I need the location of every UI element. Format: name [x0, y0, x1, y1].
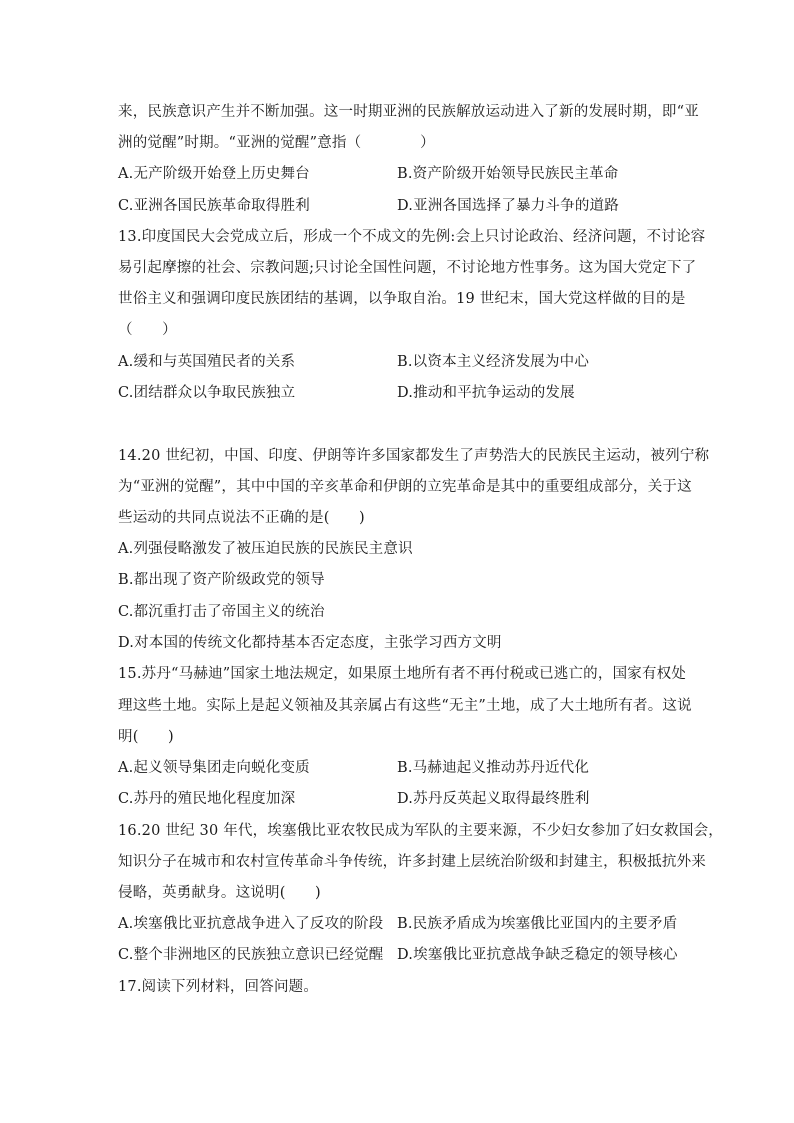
question-15-line: 明( ) [118, 729, 174, 745]
question-16-line: 侵略，英勇献身。这说明( ) [118, 885, 321, 901]
question-14-line: 些运动的共同点说法不正确的是( ) [118, 510, 365, 526]
question-13-line: 世俗主义和强调印度民族团结的基调，以争取自治。19 世纪末，国大党这样做的目的是 [118, 291, 686, 307]
option-b: B.民族矛盾成为埃塞俄比亚国内的主要矛盾 [397, 916, 678, 932]
option-a: A.缓和与英国殖民者的关系 [118, 354, 296, 370]
question-17-line: 17.阅读下列材料，回答问题。 [118, 979, 319, 995]
option-a: A.列强侵略激发了被压迫民族的民族民主意识 [118, 541, 413, 557]
question-14-line: 14.20 世纪初，中国、印度、伊朗等许多国家都发生了声势浩大的民族民主运动，被列宁称 [118, 448, 710, 464]
question-16-line: 知识分子在城市和农村宣传革命斗争传统，许多封建上层统治阶级和封建主，积极抵抗外来 [118, 854, 706, 870]
option-a: A.无产阶级开始登上历史舞台 [118, 166, 310, 182]
option-d: D.对本国的传统文化都持基本否定态度，主张学习西方文明 [118, 635, 502, 651]
option-d: D.推动和平抗争运动的发展 [397, 385, 575, 401]
option-c: C.整个非洲地区的民族独立意识已经觉醒 [118, 947, 384, 963]
option-c: C.都沉重打击了帝国主义的统治 [118, 604, 325, 620]
option-c: C.团结群众以争取民族独立 [118, 385, 296, 401]
option-b: B.都出现了资产阶级政党的领导 [118, 572, 325, 588]
question-14-line: 为“亚洲的觉醒”，其中中国的辛亥革命和伊朗的立宪革命是其中的重要组成部分，关于这 [118, 479, 692, 495]
question-13-line: 13.印度国民大会党成立后，形成一个不成文的先例:会上只讨论政治、经济问题，不讨论容 [118, 229, 706, 245]
option-a: A.起义领导集团走向蜕化变质 [118, 760, 310, 776]
option-d: D.埃塞俄比亚抗意战争缺乏稳定的领导核心 [397, 947, 678, 963]
question-13-answer-blank: （ ） [118, 322, 177, 338]
option-d: D.亚洲各国选择了暴力斗争的道路 [397, 198, 619, 214]
option-c: C.亚洲各国民族革命取得胜利 [118, 198, 310, 214]
question-15-line: 15.苏丹“马赫迪”国家土地法规定，如果原土地所有者不再付税或已逃亡的，国家有权处 [118, 666, 687, 682]
question-text-line: 来，民族意识产生并不断加强。这一时期亚洲的民族解放运动进入了新的发展时期，即“亚 [118, 104, 699, 120]
option-b: B.以资本主义经济发展为中心 [397, 354, 590, 370]
option-d: D.苏丹反英起义取得最终胜利 [397, 791, 590, 807]
question-text-line: 洲的觉醒”时期。“亚洲的觉醒”意指（ ） [118, 135, 435, 151]
option-c: C.苏丹的殖民地化程度加深 [118, 791, 296, 807]
question-15-line: 理这些土地。实际上是起义领袖及其亲属占有这些“无主”土地，成了大土地所有者。这说 [118, 698, 692, 714]
question-16-line: 16.20 世纪 30 年代，埃塞俄比亚农牧民成为军队的主要来源，不少妇女参加了妇女救国会， [118, 823, 723, 839]
option-b: B.马赫迪起义推动苏丹近代化 [397, 760, 590, 776]
question-13-line: 易引起摩擦的社会、宗教问题;只讨论全国性问题，不讨论地方性事务。这为国大党定下了 [118, 260, 697, 276]
option-a: A.埃塞俄比亚抗意战争进入了反攻的阶段 [118, 916, 384, 932]
option-b: B.资产阶级开始领导民族民主革命 [397, 166, 619, 182]
